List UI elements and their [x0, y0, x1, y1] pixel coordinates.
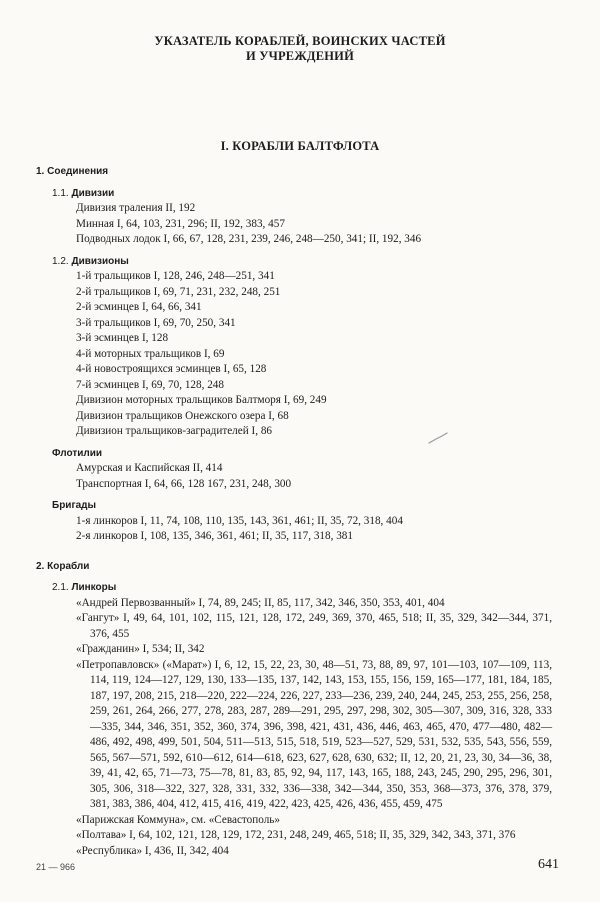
subsection-number: 1.2. [52, 255, 69, 267]
ship-entry: «Петропавловск» («Марат») I, 6, 12, 15, 22, 23, 30, 48—51, 73, 88, 89, 97, 101—103, 107—109, 113, 114, 119, 124—127, 129, 130, 133—135, 137, 142, 143, 153, 155, 156, 159, 165—177, 181, 184, 185, 187, 197, 208, 215, 218—220, 222—224, 226, 227, 233—236, 239, 240, 244, 245, 253, 255, 256, 258, 259, 261, 264, 266, 277, 278, 283, 287, 289—291, 295, 297, 298, 302, 305—307, 309, 316, 328, 333—335, 344, 346, 351, 352, 360, 374, 396, 398, 421, 431, 436, 446, 463, 465, 470, 477—480, 482—486, 492, 498, 499, 501, 504, 511—513, 515, 518, 519, 523—527, 529, 531, 532, 535, 543, 556, 559, 565, 567—571, 592, 610—612, 614—618, 623, 627, 628, 630, 632; II, 12, 20, 21, 23, 30, 34—36, 38, 39, 41, 42, 65, 71—73, 75—78, 81, 83, 85, 92, 94, 117, 143, 165, 188, 243, 245, 290, 295, 296, 301, 305, 306, 318—322, 327, 328, 331, 332, 336—338, 342—344, 350, 353, 368—373, 376, 378, 379, 381, 383, 386, 404, 412, 415, 416, 419, 422, 423, 425, 426, 436, 455, 459, 475 [76, 658, 552, 810]
ship-entry: «Республика» I, 436, II, 342, 404 [76, 844, 229, 857]
index-entry: 1-й тральщиков I, 128, 246, 248—251, 341 [76, 270, 275, 282]
index-entry: Амурская и Каспийская II, 414 [76, 462, 223, 474]
ship-entry: «Гражданин» I, 534; II, 342 [76, 643, 205, 655]
subsection-title: Дивизии [71, 187, 115, 199]
subsection-number: 2.1. [52, 582, 69, 593]
group-heading: Бригады [52, 500, 97, 511]
index-title-line1: УКАЗАТЕЛЬ КОРАБЛЕЙ, ВОИНСКИХ ЧАСТЕЙ [154, 34, 446, 48]
index-list [76, 461, 576, 492]
subsection-number: 1.1. [52, 187, 69, 199]
index-entry: Минная I, 64, 103, 231, 296; II, 192, 383, 457 [76, 217, 285, 230]
ship-entry: «Полтава» I, 64, 102, 121, 128, 129, 172, 231, 248, 249, 465, 518; II, 35, 329, 342, 343, 371, 376 [76, 829, 516, 841]
index-entry: 4-й моторных тральщиков I, 69 [76, 347, 225, 360]
index-entry: 7-й эсминцев I, 69, 70, 128, 248 [76, 378, 224, 391]
index-entry: Дивизион тральщиков-заградителей I, 86 [76, 425, 273, 437]
subsection-heading [52, 254, 576, 270]
index-entry: Подводных лодок I, 66, 67, 128, 231, 239, 246, 248—250, 341; II, 192, 346 [76, 233, 422, 245]
index-list [76, 269, 576, 440]
subsection-heading [52, 580, 576, 596]
index-entry: 3-й тральщиков I, 69, 70, 250, 341 [76, 316, 236, 329]
index-entry: Дивизия траления II, 192 [76, 202, 196, 214]
subsection-heading [52, 186, 576, 202]
page-number: 641 [538, 857, 559, 872]
index-entry: 4-й новостроящихся эсминцев I, 65, 128 [76, 363, 267, 375]
ship-entry: «Гангут» I, 49, 64, 101, 102, 115, 121, 128, 172, 249, 369, 370, 465, 518; II, 35, 329, 342—344, 371, 376, 455 [76, 612, 552, 640]
index-entry: 1-я линкоров I, 11, 74, 108, 110, 135, 143, 361, 461; II, 35, 72, 318, 404 [76, 514, 403, 527]
ship-entry: «Андрей Первозванный» I, 74, 89, 245; II, 85, 117, 342, 346, 350, 353, 401, 404 [76, 596, 445, 609]
index-list [76, 201, 576, 248]
index-title-line2: И УЧРЕЖДЕНИЙ [245, 49, 355, 63]
index-content [36, 164, 576, 859]
pencil-mark [428, 432, 448, 444]
subsection-title: Линкоры [71, 582, 117, 593]
section-heading: 2. Корабли [36, 560, 90, 572]
index-title [0, 34, 600, 64]
subsection-title: Дивизионы [71, 255, 129, 267]
index-list [76, 514, 576, 545]
ship-entry: «Парижская Коммуна», см. «Севастополь» [76, 813, 280, 826]
group-heading: Флотилии [52, 447, 103, 459]
index-entry: Дивизион моторных тральщиков Балтморя I, 69, 249 [76, 394, 327, 406]
index-entry: 3-й эсминцев I, 128 [76, 332, 169, 344]
index-entry: Дивизион тральщиков Онежского озера I, 68 [76, 409, 289, 422]
signature-mark: 21 — 966 [36, 862, 76, 872]
section-heading: 1. Соединения [36, 166, 109, 177]
index-entry: 2-й тральщиков I, 69, 71, 231, 232, 248, 251 [76, 285, 281, 298]
chapter-heading: I. КОРАБЛИ БАЛТФЛОТА [220, 139, 380, 153]
index-list [76, 596, 576, 860]
index-entry: 2-й эсминцев I, 64, 66, 341 [76, 301, 202, 313]
index-entry: 2-я линкоров I, 108, 135, 346, 361, 461; II, 35, 117, 318, 381 [76, 530, 353, 542]
index-entry: Транспортная I, 64, 66, 128 167, 231, 248, 300 [76, 477, 292, 490]
